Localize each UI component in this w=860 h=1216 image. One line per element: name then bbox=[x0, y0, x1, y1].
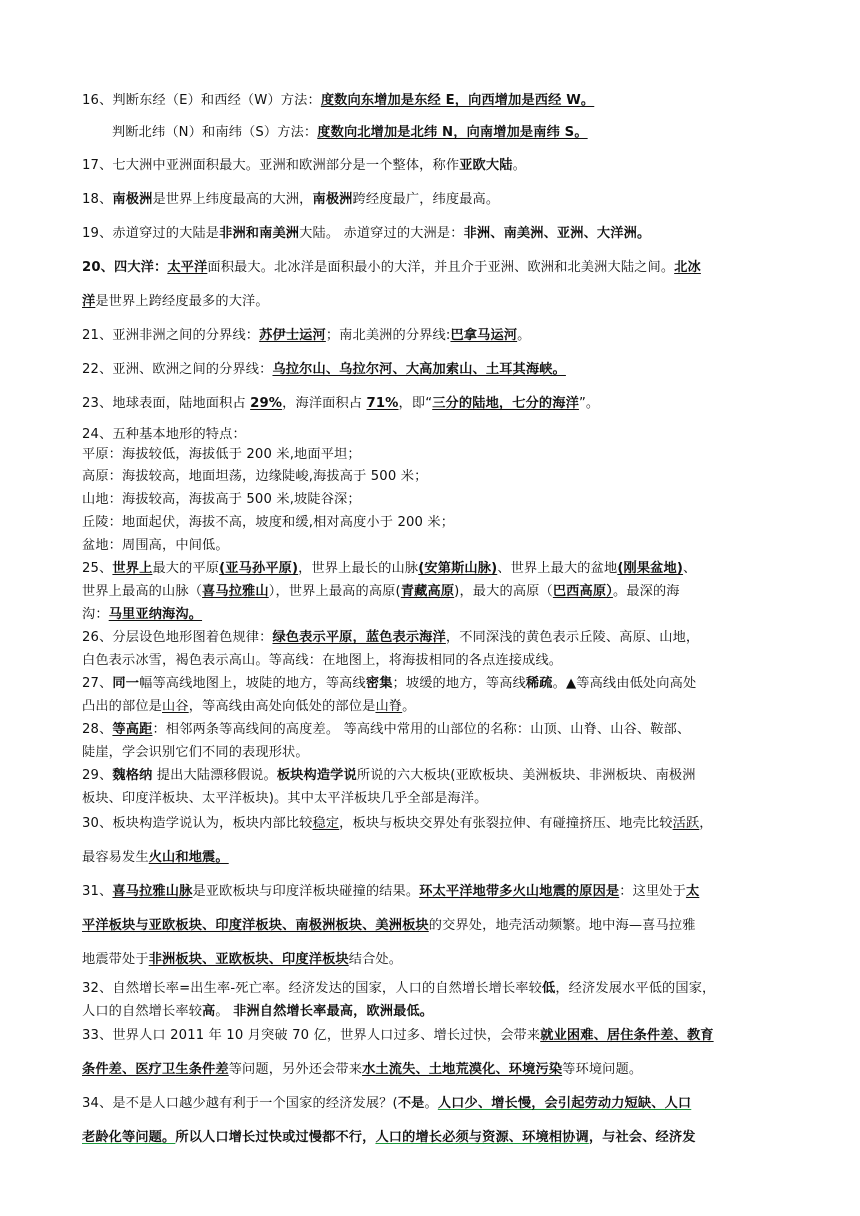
text-segment: 结合处。 bbox=[348, 952, 403, 967]
text-segment: 白色表示冰雪，褐色表示高山。等高线：在地图上，将海拔相同的各点连接成线。 bbox=[82, 653, 563, 668]
emphasized-text: 喜马拉雅山脉 bbox=[112, 884, 193, 899]
emphasized-text: 三分的陆地，七分的海洋 bbox=[432, 396, 579, 411]
text-segment: 。最深的海 bbox=[612, 584, 680, 599]
text-line bbox=[82, 698, 782, 716]
text-segment: 所说的六大板块(亚欧板块、美洲板块、非洲板块、南极洲 bbox=[356, 768, 696, 783]
emphasized-text: 山谷 bbox=[162, 699, 189, 714]
emphasized-text: 非洲和南美洲 bbox=[219, 226, 300, 241]
text-segment: 等环境问题。 bbox=[562, 1062, 643, 1077]
text-line bbox=[82, 446, 782, 464]
emphasized-text: 太 bbox=[685, 884, 700, 899]
emphasized-text: 马里亚纳海沟。 bbox=[108, 607, 203, 622]
text-segment: 29、 bbox=[82, 768, 113, 783]
text-segment: 16、判断东经（E）和西经（W）方法： bbox=[82, 93, 321, 108]
text-segment: 31、 bbox=[82, 884, 113, 899]
emphasized-text: 20、四大洋： bbox=[82, 260, 168, 275]
emphasized-text: 等高距 bbox=[112, 722, 153, 737]
text-segment: 丘陵：地面起伏，海拔不高，坡度和缓,相对高度小于 200 米； bbox=[82, 515, 455, 530]
text-line bbox=[82, 395, 782, 413]
emphasized-text: 南极洲 bbox=[112, 192, 153, 207]
text-segment: 是世界上跨经度最多的大洋。 bbox=[95, 294, 269, 309]
text-segment: 。 bbox=[424, 1096, 438, 1111]
text-segment: 的交界处，地壳活动频繁。地中海—喜马拉雅 bbox=[428, 918, 696, 933]
text-segment: 世界上最高的山脉（ bbox=[82, 584, 203, 599]
emphasized-text: 水土流失、土地荒漠化、环境污染 bbox=[362, 1062, 563, 1077]
text-line bbox=[82, 815, 782, 833]
text-segment: 24、五种基本地形的特点： bbox=[82, 427, 246, 442]
text-line bbox=[82, 259, 782, 277]
emphasized-text: 巴西高原） bbox=[552, 584, 613, 599]
text-segment: 山地：海拔较高，海拔高于 500 米,坡陡谷深； bbox=[82, 492, 361, 507]
text-line bbox=[82, 157, 782, 175]
text-segment: 34、是不是人口越少越有利于一个国家的经济发展？( bbox=[82, 1096, 398, 1111]
emphasized-text: 洋 bbox=[82, 294, 96, 309]
emphasized-text: 绿色表示平原，蓝色表示海洋 bbox=[272, 630, 446, 645]
text-line bbox=[82, 883, 782, 901]
text-line bbox=[82, 514, 782, 532]
text-line bbox=[82, 293, 782, 311]
emphasized-text: 度数向北增加是北纬 N，向南增加是南纬 S。 bbox=[317, 125, 588, 140]
text-segment: ；坡缓的地方，等高线 bbox=[392, 676, 526, 691]
emphasized-text: 世界上 bbox=[112, 561, 153, 576]
emphasized-text: 同一 bbox=[112, 676, 140, 691]
text-segment: 。 bbox=[512, 158, 526, 173]
text-segment: 平原：海拔较低，海拔低于 200 米,地面平坦； bbox=[82, 447, 361, 462]
emphasized-text: 人口的增长必须与资源、环境相协调 bbox=[375, 1130, 589, 1145]
emphasized-text: 亚欧大陆 bbox=[459, 158, 513, 173]
text-segment: 人口的自然增长率较 bbox=[82, 1004, 203, 1019]
text-line bbox=[82, 92, 782, 110]
text-segment: 。▲等高线由低处向高处 bbox=[552, 676, 697, 691]
emphasized-text: 青藏高原 bbox=[400, 584, 455, 599]
text-segment: ，经济发展水平低的国家， bbox=[555, 981, 716, 996]
emphasized-text: (亚马孙平原) bbox=[219, 561, 299, 576]
text-segment: ，即“ bbox=[398, 396, 433, 411]
text-segment: 是世界上纬度最高的大洲， bbox=[152, 192, 313, 207]
text-line bbox=[82, 675, 782, 693]
emphasized-text: 非洲板块、亚欧板块、印度洋板块 bbox=[148, 952, 349, 967]
text-segment: 是亚欧板块与印度洋板块碰撞的结果。 bbox=[192, 884, 420, 899]
emphasized-text: (安第斯山脉) bbox=[418, 561, 498, 576]
text-segment: 判断北纬（N）和南纬（S）方法： bbox=[112, 125, 318, 140]
emphasized-text: 喜马拉雅山 bbox=[202, 584, 269, 599]
text-segment: 17、七大洲中亚洲面积最大。亚洲和欧洲部分是一个整体，称作 bbox=[82, 158, 460, 173]
text-segment: 地震带处于 bbox=[82, 952, 149, 967]
text-segment: 凸出的部位是 bbox=[82, 699, 163, 714]
text-segment: ，海洋面积占 bbox=[282, 396, 367, 411]
text-line bbox=[82, 629, 782, 647]
emphasized-text: 29% bbox=[250, 396, 283, 411]
text-segment: 28、 bbox=[82, 722, 113, 737]
text-line bbox=[82, 1095, 782, 1113]
text-segment: 沟： bbox=[82, 607, 109, 622]
emphasized-text: 魏格纳 bbox=[112, 768, 153, 783]
text-segment: 32、自然增长率=出生率-死亡率。经济发达的国家，人口的自然增长增长率较 bbox=[82, 981, 542, 996]
text-line bbox=[82, 652, 782, 670]
text-line bbox=[82, 191, 782, 209]
text-segment: 。 bbox=[215, 1004, 234, 1019]
emphasized-text: 高 bbox=[202, 1004, 216, 1019]
text-segment: ：相邻两条等高线间的高度差。 等高线中常用的山部位的名称：山顶、山脊、山谷、鞍部、 bbox=[152, 722, 691, 737]
text-segment: ，等高线由高处向低处的部位是 bbox=[188, 699, 376, 714]
text-line bbox=[82, 980, 782, 998]
emphasized-text: 度数向东增加是东经 E，向西增加是西经 W。 bbox=[320, 93, 595, 108]
text-line bbox=[82, 225, 782, 243]
text-line bbox=[82, 917, 782, 935]
text-line bbox=[82, 1129, 782, 1147]
emphasized-text: (刚果盆地) bbox=[617, 561, 684, 576]
emphasized-text: 稳定 bbox=[312, 816, 340, 831]
text-line bbox=[112, 124, 812, 142]
emphasized-text: 低 bbox=[542, 981, 556, 996]
emphasized-text: 非洲自然增长率最高，欧洲最低。 bbox=[233, 1004, 434, 1019]
text-line bbox=[82, 721, 782, 739]
text-line bbox=[82, 744, 782, 762]
text-segment: 最容易发生 bbox=[82, 850, 149, 865]
emphasized-text: 火山和地震。 bbox=[148, 850, 229, 865]
text-line bbox=[82, 951, 782, 969]
text-line bbox=[82, 560, 782, 578]
text-segment: ：这里处于 bbox=[619, 884, 686, 899]
text-segment: 25、 bbox=[82, 561, 113, 576]
text-line bbox=[82, 361, 782, 379]
text-line bbox=[82, 1003, 782, 1021]
text-segment: 18、 bbox=[82, 192, 113, 207]
text-segment: 最大的平原 bbox=[152, 561, 220, 576]
emphasized-text: 非洲、南美洲、亚洲、大洋洲。 bbox=[463, 226, 651, 241]
text-segment: 26、分层设色地形图着色规律： bbox=[82, 630, 273, 645]
emphasized-text: 稀疏 bbox=[525, 676, 553, 691]
text-segment: 高原：海拔较高，地面坦荡，边缘陡峻,海拔高于 500 米； bbox=[82, 469, 428, 484]
text-line bbox=[82, 327, 782, 345]
text-line bbox=[82, 1061, 782, 1079]
emphasized-text: 北冰 bbox=[674, 260, 701, 275]
text-segment: 21、亚洲非洲之间的分界线： bbox=[82, 328, 260, 343]
text-segment: ”。 bbox=[578, 396, 600, 411]
emphasized-text: 平洋板块与亚欧板块、印度洋板块、南极洲板块、美洲板块 bbox=[82, 918, 429, 933]
text-segment: 陡崖，学会识别它们不同的表现形状。 bbox=[82, 745, 309, 760]
text-segment: 等问题，另外还会带来 bbox=[228, 1062, 363, 1077]
text-segment: 。 bbox=[517, 328, 531, 343]
text-line bbox=[82, 767, 782, 785]
text-segment: 23、地球表面，陆地面积占 bbox=[82, 396, 251, 411]
text-segment: )，最大的高原（ bbox=[454, 584, 553, 599]
text-segment: 盆地：周围高，中间低。 bbox=[82, 538, 229, 553]
text-segment: 提出大陆漂移假说。 bbox=[152, 768, 277, 783]
text-segment: ），世界上最高的高原( bbox=[268, 584, 401, 599]
text-segment: 。 bbox=[402, 699, 416, 714]
text-segment: 面积最大。北冰洋是面积最小的大洋，并且介于亚洲、欧洲和北美洲大陆之间。 bbox=[207, 260, 675, 275]
text-line bbox=[82, 790, 782, 808]
text-segment: 幅等高线地图上，坡陡的地方，等高线 bbox=[139, 676, 366, 691]
text-segment: ，世界上最长的山脉 bbox=[298, 561, 419, 576]
text-segment: 22、亚洲、欧洲之间的分界线： bbox=[82, 362, 273, 377]
text-segment: 30、板块构造学说认为，板块内部比较 bbox=[82, 816, 313, 831]
text-line bbox=[82, 426, 782, 444]
emphasized-text: 所以人口增长过快或过慢都不行， bbox=[175, 1130, 376, 1145]
text-segment: 、 bbox=[683, 561, 697, 576]
text-line bbox=[82, 537, 782, 555]
emphasized-text: 太平洋 bbox=[167, 260, 208, 275]
text-segment: 大陆。 赤道穿过的大洲是： bbox=[299, 226, 464, 241]
text-segment: 跨经度最广，纬度最高。 bbox=[352, 192, 500, 207]
text-segment: ，不同深浅的黄色表示丘陵、高原、山地， bbox=[445, 630, 700, 645]
text-segment: 、世界上最大的盆地 bbox=[497, 561, 618, 576]
text-line bbox=[82, 849, 782, 867]
emphasized-text: 条件差、医疗卫生条件差 bbox=[82, 1062, 229, 1077]
emphasized-text: 南极洲 bbox=[312, 192, 353, 207]
emphasized-text: 乌拉尔山、乌拉尔河、大高加索山、土耳其海峡。 bbox=[272, 362, 566, 377]
emphasized-text: 板块构造学说 bbox=[276, 768, 357, 783]
text-segment: 27、 bbox=[82, 676, 113, 691]
emphasized-text: 人口少、增长慢，会引起劳动力短缺、人口 bbox=[437, 1096, 692, 1111]
emphasized-text: 密集 bbox=[365, 676, 393, 691]
emphasized-text: 不是 bbox=[397, 1096, 425, 1111]
text-line bbox=[82, 491, 782, 509]
emphasized-text: 苏伊士运河 bbox=[259, 328, 326, 343]
text-segment: ，板块与板块交界处有张裂拉伸、有碰撞挤压、地壳比较 bbox=[339, 816, 673, 831]
emphasized-text: 巴拿马运河 bbox=[450, 328, 518, 343]
text-segment: 19、赤道穿过的大陆是 bbox=[82, 226, 220, 241]
text-segment: ， bbox=[699, 816, 713, 831]
text-line bbox=[82, 583, 782, 601]
emphasized-text: 老龄化等问题。 bbox=[82, 1130, 176, 1145]
emphasized-text: 活跃 bbox=[672, 816, 700, 831]
emphasized-text: 环太平洋地带多火山地震的原因是 bbox=[419, 884, 620, 899]
emphasized-text: 71% bbox=[366, 396, 399, 411]
text-line bbox=[82, 468, 782, 486]
text-line bbox=[82, 1027, 782, 1045]
text-segment: 33、世界人口 2011 年 10 月突破 70 亿，世界人口过多、增长过快，会带来 bbox=[82, 1028, 541, 1043]
text-segment: ；南北美洲的分界线: bbox=[325, 328, 451, 343]
emphasized-text: ，与社会、经济发 bbox=[588, 1130, 696, 1145]
emphasized-text: 山脊 bbox=[375, 699, 403, 714]
text-line bbox=[82, 606, 782, 624]
text-segment: 板块、印度洋板块、太平洋板块)。其中太平洋板块几乎全部是海洋。 bbox=[82, 791, 488, 806]
emphasized-text: 就业困难、居住条件差、教育 bbox=[540, 1028, 714, 1043]
